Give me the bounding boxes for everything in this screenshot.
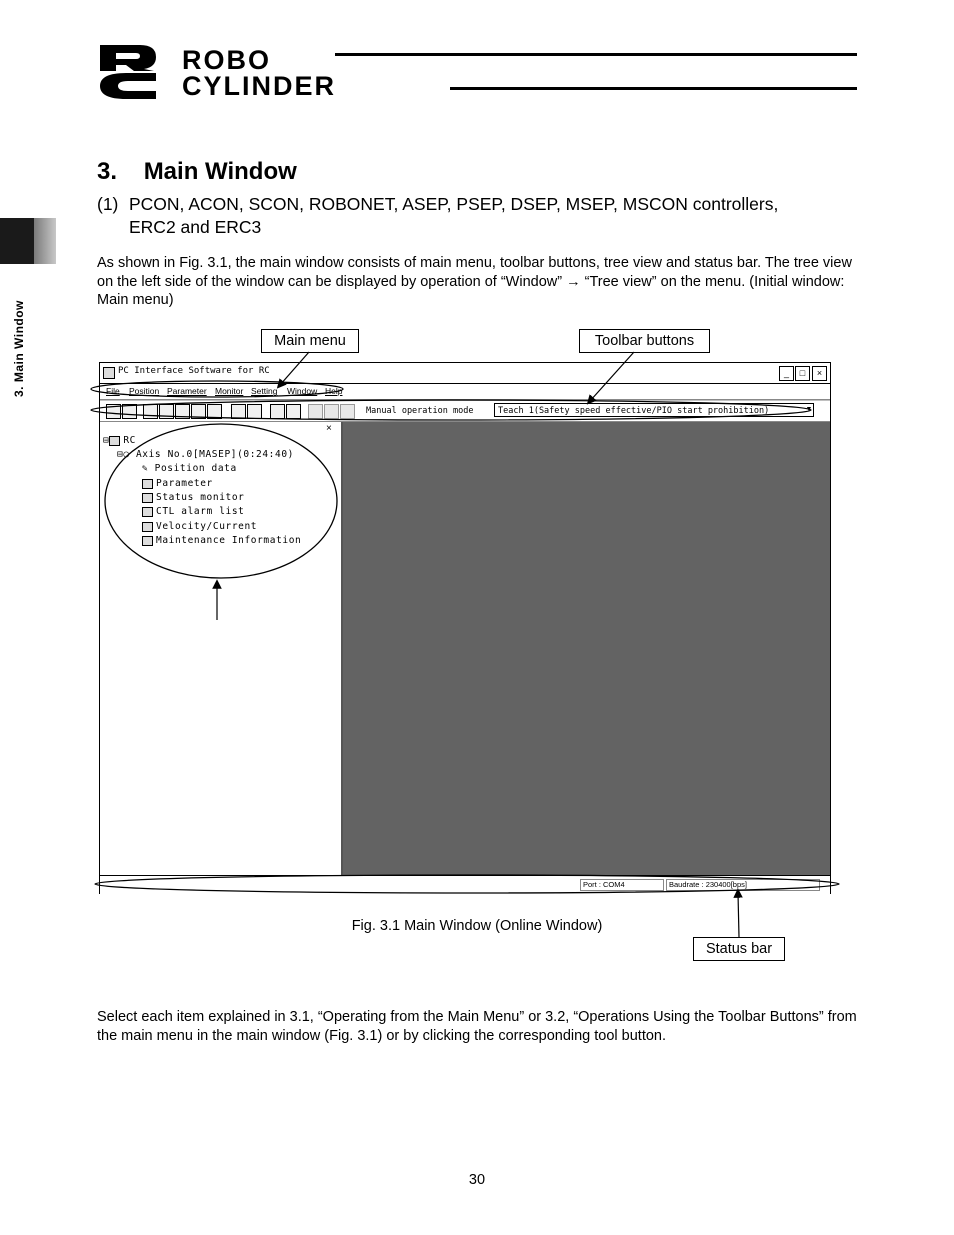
tree-view-pane bbox=[100, 422, 343, 875]
parameter-icon bbox=[142, 479, 153, 489]
tree-item-label: Parameter bbox=[156, 478, 213, 489]
position-edit-icon[interactable] bbox=[143, 404, 158, 419]
cascade-icon[interactable] bbox=[270, 404, 285, 419]
servo-icon[interactable] bbox=[247, 404, 262, 419]
tree-item-parameter[interactable] bbox=[142, 478, 213, 489]
robo-cylinder-logo-icon bbox=[96, 43, 178, 99]
tree-item-label: Velocity/Current bbox=[156, 521, 258, 532]
tree-root-label: RC bbox=[123, 435, 136, 446]
maintenance-icon bbox=[142, 536, 153, 546]
chevron-down-icon[interactable]: ▼ bbox=[805, 406, 813, 413]
tree-item-alarm-list[interactable] bbox=[142, 506, 244, 517]
app-window-screenshot bbox=[99, 362, 831, 894]
tree-item-status-monitor[interactable] bbox=[142, 492, 244, 503]
list-icon bbox=[142, 507, 153, 517]
status-baudrate: Baudrate : 230400[bps] bbox=[666, 879, 820, 891]
maintenance-icon[interactable] bbox=[231, 404, 246, 419]
section-title: 3. Main Window bbox=[97, 158, 297, 185]
tree-item-position-data[interactable] bbox=[142, 463, 237, 474]
tree-item-maintenance[interactable] bbox=[142, 535, 301, 546]
callout-main-menu: Main menu bbox=[261, 329, 359, 353]
tree-item-label: CTL alarm list bbox=[156, 506, 245, 517]
logo-wordmark bbox=[182, 47, 336, 99]
alarm-list-icon[interactable] bbox=[191, 404, 206, 419]
menu-monitor[interactable]: Monitor bbox=[215, 386, 244, 396]
toolbar bbox=[100, 401, 830, 422]
tree-item-label: Maintenance Information bbox=[156, 535, 302, 546]
controller-icon bbox=[109, 436, 120, 446]
window-titlebar bbox=[100, 363, 830, 384]
callout-toolbar-buttons: Toolbar buttons bbox=[579, 329, 710, 353]
subtitle-prefix: (1) bbox=[97, 194, 119, 214]
figure-caption: Fig. 3.1 Main Window (Online Window) bbox=[351, 918, 603, 934]
mode-label: Manual operation mode bbox=[366, 406, 474, 416]
pencil-icon: ✎ bbox=[142, 463, 149, 474]
status-bar bbox=[100, 875, 830, 894]
velocity-current-icon[interactable] bbox=[207, 404, 222, 419]
tree-item-label: Status monitor bbox=[156, 492, 245, 503]
menu-window[interactable]: Window bbox=[287, 386, 318, 396]
logo-line-1: ROBO bbox=[182, 45, 271, 75]
logo-line-2: CYLINDER bbox=[182, 71, 337, 101]
menu-file[interactable]: File bbox=[106, 386, 120, 396]
mode-select[interactable]: Teach 1(Safety speed effective/PIO start prohibition) bbox=[494, 403, 814, 417]
callout-status-bar: Status bar bbox=[693, 937, 785, 961]
subtitle-line-1: PCON, ACON, SCON, ROBONET, ASEP, PSEP, DSEP, MSEP, MSCON controllers, bbox=[129, 194, 779, 214]
tree-root[interactable]: ⊟ RC bbox=[103, 435, 136, 446]
window-title: PC Interface Software for RC bbox=[118, 366, 270, 376]
menu-position[interactable]: Position bbox=[129, 386, 160, 396]
close-icon[interactable]: × bbox=[812, 366, 827, 381]
status-monitor-icon[interactable] bbox=[175, 404, 190, 419]
header-rule-bottom bbox=[450, 87, 857, 90]
chapter-side-label: 3. Main Window bbox=[12, 300, 26, 397]
page-number: 30 bbox=[468, 1172, 486, 1188]
tree-axis[interactable]: ⊟○ Axis No.0[MASEP](0:24:40) bbox=[117, 449, 294, 460]
parameter-icon[interactable] bbox=[159, 404, 174, 419]
menu-help[interactable]: Help bbox=[325, 386, 343, 396]
tile-icon[interactable] bbox=[286, 404, 301, 419]
tree-axis-label: Axis No.0[MASEP](0:24:40) bbox=[135, 449, 294, 460]
intro-paragraph: As shown in Fig. 3.1, the main window consists of main menu, toolbar buttons, tree view and status bar. The tree view on the left side of the window can be displayed by operation of “Window” → “Tree view” on the menu. (Initial window: Main menu) bbox=[97, 255, 852, 308]
chapter-tab-dark bbox=[0, 218, 34, 264]
tree-close-icon[interactable]: × bbox=[326, 423, 332, 434]
graph-icon bbox=[142, 522, 153, 532]
tree-item-label: Position data bbox=[154, 463, 237, 474]
status-port: Port : COM4 bbox=[580, 879, 664, 891]
main-menu-bar bbox=[100, 384, 830, 400]
header-rule-top bbox=[335, 53, 857, 56]
section-subtitle bbox=[97, 193, 857, 239]
disabled-tool-2-icon[interactable] bbox=[324, 404, 339, 419]
new-file-icon[interactable] bbox=[106, 404, 121, 419]
monitor-icon bbox=[142, 493, 153, 503]
maximize-icon[interactable]: □ bbox=[795, 366, 810, 381]
tree-item-velocity-current[interactable] bbox=[142, 521, 257, 532]
menu-setting[interactable]: Setting bbox=[251, 386, 278, 396]
chapter-tab-grey bbox=[34, 218, 56, 264]
subtitle-line-2: ERC2 and ERC3 bbox=[129, 217, 262, 237]
mdi-workspace bbox=[343, 422, 830, 875]
app-icon bbox=[103, 367, 115, 379]
disabled-tool-3-icon[interactable] bbox=[340, 404, 355, 419]
open-file-icon[interactable] bbox=[122, 404, 137, 419]
menu-parameter[interactable]: Parameter bbox=[167, 386, 207, 396]
minimize-icon[interactable]: _ bbox=[779, 366, 794, 381]
closing-paragraph: Select each item explained in 3.1, “Operating from the Main Menu” or 3.2, “Operations Using the Toolbar Buttons” from the main menu in the main window (Fig. 3.1) or by clicking the corresponding tool button. bbox=[97, 1009, 857, 1044]
disabled-tool-1-icon[interactable] bbox=[308, 404, 323, 419]
